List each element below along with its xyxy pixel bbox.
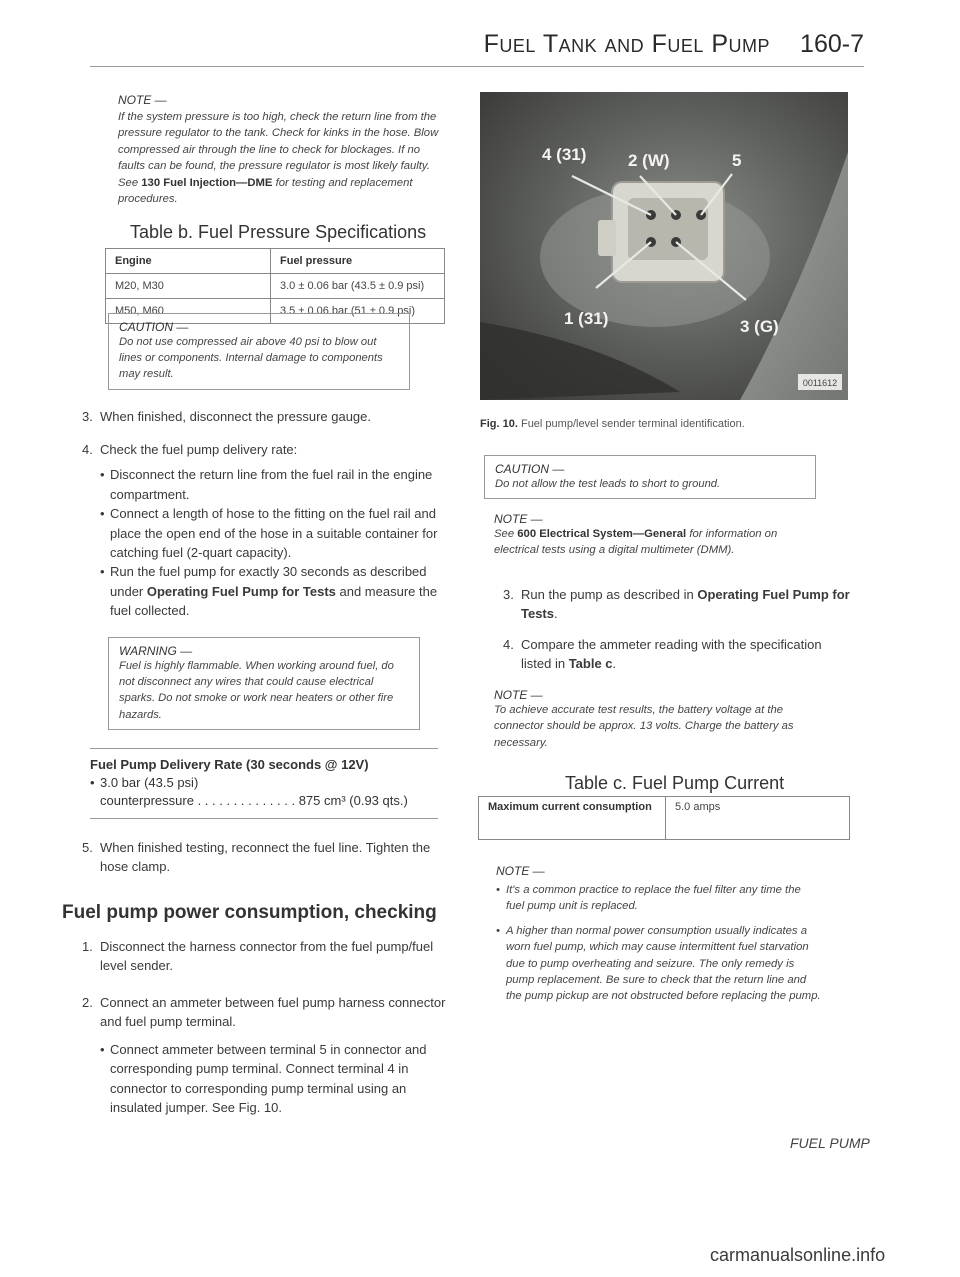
table-cell: M20, M30 bbox=[106, 274, 271, 299]
figure-caption: Fig. 10. Fuel pump/level sender terminal identification. bbox=[480, 418, 745, 430]
step-text: When finished testing, reconnect the fuel line. Tighten the hose clamp. bbox=[100, 840, 431, 875]
table-header-cell: Fuel pressure bbox=[271, 249, 445, 274]
table-header-cell: Engine bbox=[106, 249, 271, 274]
table-row bbox=[106, 274, 445, 299]
note-fuel-filter bbox=[496, 864, 821, 1005]
note-bullet: • It's a common practice to replace the fuel filter any time the fuel pump unit is replaced. bbox=[496, 882, 821, 915]
table-label-cell: Maximum current consumption bbox=[479, 797, 666, 840]
table-b-title: Table b. Fuel Pressure Specifications bbox=[130, 222, 427, 242]
note-label: NOTE — bbox=[494, 688, 543, 702]
table-cell: 3.5 ± 0.06 bar (51 ± 0.9 psi) bbox=[271, 299, 445, 324]
table-cell: 3.0 ± 0.06 bar (43.5 ± 0.9 psi) bbox=[271, 274, 445, 299]
step-text: Check the fuel pump delivery rate: bbox=[100, 442, 298, 457]
step-number: 5. bbox=[82, 840, 93, 855]
step-number: 4. bbox=[503, 637, 514, 652]
table-c-title: Table c. Fuel Pump Current bbox=[565, 773, 785, 793]
table-row bbox=[479, 797, 850, 840]
note-system-pressure bbox=[118, 93, 440, 207]
table-cell: M50, M60 bbox=[106, 299, 271, 324]
bullet-item: • Connect a length of hose to the fitting on the fuel rail and place the open end of the hose in a suitable container for catching fuel (2-quart capacity). bbox=[100, 504, 444, 562]
delivery-rate-title: Fuel Pump Delivery Rate (30 seconds @ 12V) bbox=[90, 757, 369, 772]
caution-box-compressed-air bbox=[108, 313, 410, 390]
note-battery-voltage bbox=[494, 688, 824, 751]
note-label: NOTE — bbox=[494, 512, 543, 526]
section-heading: Fuel pump power consumption, checking bbox=[62, 902, 437, 923]
header-rule bbox=[90, 66, 864, 67]
warning-label: WARNING — bbox=[119, 644, 193, 658]
divider bbox=[90, 748, 438, 749]
fuel-pump-current-table bbox=[478, 796, 850, 840]
note-text: See 600 Electrical System—General for information on electrical tests using a digital multimeter (DMM). bbox=[494, 528, 778, 557]
delivery-rate-spec bbox=[90, 756, 442, 810]
terminal-label: 3 (G) bbox=[740, 317, 779, 336]
page-number: 160-7 bbox=[800, 30, 864, 58]
figure-connector-photo bbox=[480, 92, 848, 400]
step-5-left bbox=[82, 838, 444, 877]
caution-label: CAUTION — bbox=[119, 320, 189, 334]
step-number: 3. bbox=[82, 409, 93, 424]
step-number: 2. bbox=[82, 995, 93, 1010]
note-bullet: • A higher than normal power consumption usually indicates a worn fuel pump, which may cause intermittent fuel starvation due to pump overheating and seizure. The only remedy is pump replacement. Be sure to check that the return line and the pump pickup are not obstructed before replacing the pump. bbox=[496, 923, 821, 1005]
note-text: If the system pressure is too high, check the return line from the pressure regulator to the tank. Check for kinks in the hose. Blow compressed air through the line to check for blockages. If no faults can be found, the pressure regulator is most likely faulty. See 130 Fuel Injection—DME for testing and replacement procedures. bbox=[118, 111, 439, 206]
section-step-2 bbox=[82, 993, 446, 1117]
table-value-cell: 5.0 amps bbox=[666, 797, 850, 840]
step-3-right: 3. Run the pump as described in Operating Fuel Pump for Tests. bbox=[503, 587, 850, 622]
terminal-label: 5 bbox=[732, 151, 742, 170]
caution-text: Do not use compressed air above 40 psi to blow out lines or components. Internal damage to components may result. bbox=[119, 336, 383, 381]
bullet-item: • Run the fuel pump for exactly 30 seconds as described under Operating Fuel Pump for Tests and measure the fuel collected. bbox=[100, 562, 444, 620]
section-step-1 bbox=[82, 937, 444, 976]
watermark: carmanualsonline.info bbox=[710, 1245, 886, 1265]
table-header-row bbox=[106, 249, 445, 274]
caution-label: CAUTION — bbox=[495, 462, 565, 476]
step-4-left bbox=[82, 440, 444, 621]
note-label: NOTE — bbox=[496, 864, 545, 878]
caution-box-test-leads bbox=[484, 455, 816, 499]
connector-illustration bbox=[480, 92, 848, 400]
delivery-rate-line: • 3.0 bar (43.5 psi) bbox=[90, 774, 442, 792]
step-3-left bbox=[82, 407, 440, 426]
warning-text: Fuel is highly flammable. When working around fuel, do not disconnect any wires that could cause electrical sparks. Do not smoke or work near heaters or other fire hazards. bbox=[119, 660, 394, 721]
caution-text: Do not allow the test leads to short to ground. bbox=[495, 478, 721, 490]
footer-section-label: FUEL PUMP bbox=[790, 1135, 870, 1151]
running-header-title: Fuel Tank and Fuel Pump bbox=[483, 30, 770, 58]
step-text: When finished, disconnect the pressure gauge. bbox=[100, 409, 372, 424]
step-number: 3. bbox=[503, 587, 514, 602]
step-number: 1. bbox=[82, 939, 93, 954]
note-label: NOTE — bbox=[118, 93, 167, 107]
note-text: To achieve accurate test results, the battery voltage at the connector should be approx. 13 volts. Charge the battery as necessary. bbox=[494, 704, 794, 749]
step-number: 4. bbox=[82, 442, 93, 457]
figure-code: 0011612 bbox=[802, 378, 838, 388]
step-4-right: 4. Compare the ammeter reading with the specification listed in Table c. bbox=[503, 637, 822, 672]
terminal-label: 2 (W) bbox=[628, 151, 670, 170]
bullet-item: • Connect ammeter between terminal 5 in connector and corresponding pump terminal. Connect terminal 4 in connector to corresponding pump terminal using an insulated jumper. See Fig. 10. bbox=[100, 1040, 446, 1118]
step-text: Connect an ammeter between fuel pump harness connector and fuel pump terminal. bbox=[100, 995, 446, 1030]
divider bbox=[90, 818, 438, 819]
note-electrical-tests bbox=[494, 512, 824, 559]
terminal-label: 1 (31) bbox=[564, 309, 609, 328]
bullet-item: • Disconnect the return line from the fuel rail in the engine compartment. bbox=[100, 465, 444, 504]
warning-box-flammable bbox=[108, 637, 420, 730]
delivery-rate-value-line: counterpressure . . . . . . . . . . . . . . 875 cm³ (0.93 qts.) bbox=[100, 793, 408, 808]
step-text: Disconnect the harness connector from the fuel pump/fuel level sender. bbox=[100, 939, 434, 974]
terminal-label: 4 (31) bbox=[542, 145, 587, 164]
